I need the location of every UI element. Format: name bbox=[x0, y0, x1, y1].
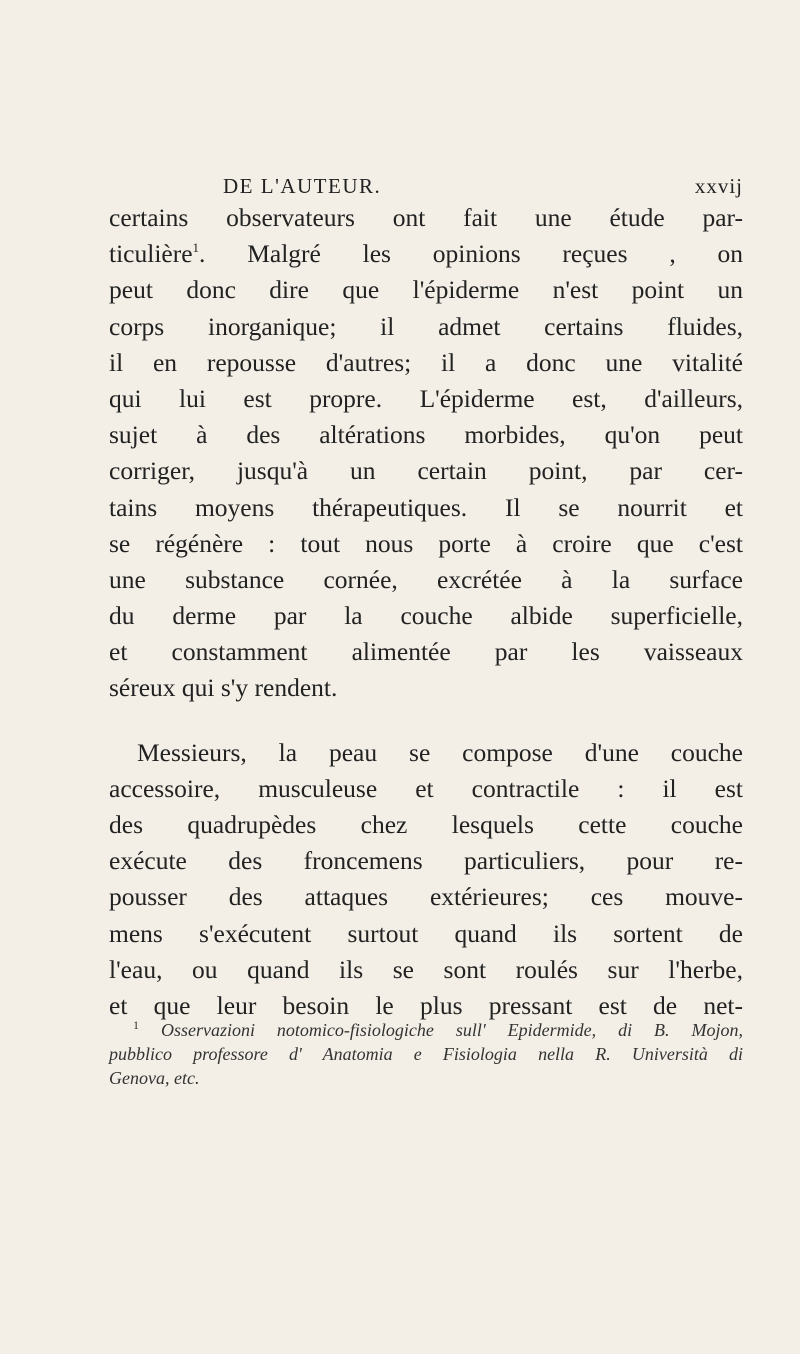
text-line: sujet à des altérations morbides, qu'on peut bbox=[109, 420, 743, 450]
running-head-title: DE L'AUTEUR. bbox=[223, 174, 382, 198]
text-line: il en repousse d'autres; il a donc une vitalité bbox=[109, 347, 743, 377]
footnote bbox=[109, 1018, 743, 1090]
text-line: se régénère : tout nous porte à croire que c'est bbox=[109, 528, 743, 558]
text-line: mens s'exécutent surtout quand ils sortent de bbox=[109, 918, 743, 948]
footnote-line: Genova, etc. bbox=[109, 1068, 200, 1088]
text-line: corriger, jusqu'à un certain point, par cer- bbox=[109, 456, 743, 486]
text-line: certains observateurs ont fait une étude par- bbox=[109, 203, 743, 232]
footnote-marker: 1 bbox=[133, 1018, 139, 1032]
text-line: des quadrupèdes chez lesquels cette couche bbox=[109, 810, 743, 839]
footnote-text: Osservazioni notomico-fisiologiche sull' Epidermide, di B. Mojon, bbox=[160, 1020, 743, 1040]
paragraph-2 bbox=[109, 735, 743, 1025]
text-fragment: Malgré les opinions reçues , on bbox=[247, 239, 743, 269]
text-line: accessoire, musculeuse et contractile : il est bbox=[109, 773, 743, 803]
paragraph-1 bbox=[109, 200, 743, 707]
running-head bbox=[223, 174, 743, 202]
text-line: et que leur besoin le plus pressant est de net- bbox=[109, 990, 743, 1020]
text-line: exécute des froncemens particuliers, pour re- bbox=[109, 846, 743, 876]
text-fragment: ticulière bbox=[109, 239, 193, 269]
text-line: l'eau, ou quand ils se sont roulés sur l'herbe, bbox=[109, 954, 743, 984]
text-line: du derme par la couche albide superficielle, bbox=[109, 601, 743, 631]
text-line: corps inorganique; il admet certains fluides, bbox=[109, 311, 743, 341]
text-line: peut donc dire que l'épiderme n'est point un bbox=[109, 275, 743, 305]
text-line: Messieurs, la peau se compose d'une couche bbox=[137, 737, 743, 767]
body-text bbox=[109, 200, 743, 1024]
text-line: pousser des attaques extérieures; ces mouve- bbox=[109, 882, 743, 912]
page-number: xxvij bbox=[694, 174, 743, 198]
text-line: séreux qui s'y rendent. bbox=[109, 673, 338, 703]
text-line: tains moyens thérapeutiques. Il se nourrit et bbox=[109, 492, 743, 522]
text-line: et constamment alimentée par les vaisseaux bbox=[109, 637, 743, 667]
footnote-line: pubblico professore d' Anatomia e Fisiologia nella R. Università di bbox=[109, 1044, 743, 1064]
footnote-reference: 1 bbox=[192, 240, 200, 256]
text-line: ticulière$^1$. Malgré les opinions reçues , on bbox=[109, 239, 743, 269]
text-line: qui lui est propre. L'épiderme est, d'ailleurs, bbox=[109, 383, 743, 413]
footnote-line bbox=[109, 1018, 743, 1042]
text-line: une substance cornée, excrétée à la surface bbox=[109, 564, 743, 594]
